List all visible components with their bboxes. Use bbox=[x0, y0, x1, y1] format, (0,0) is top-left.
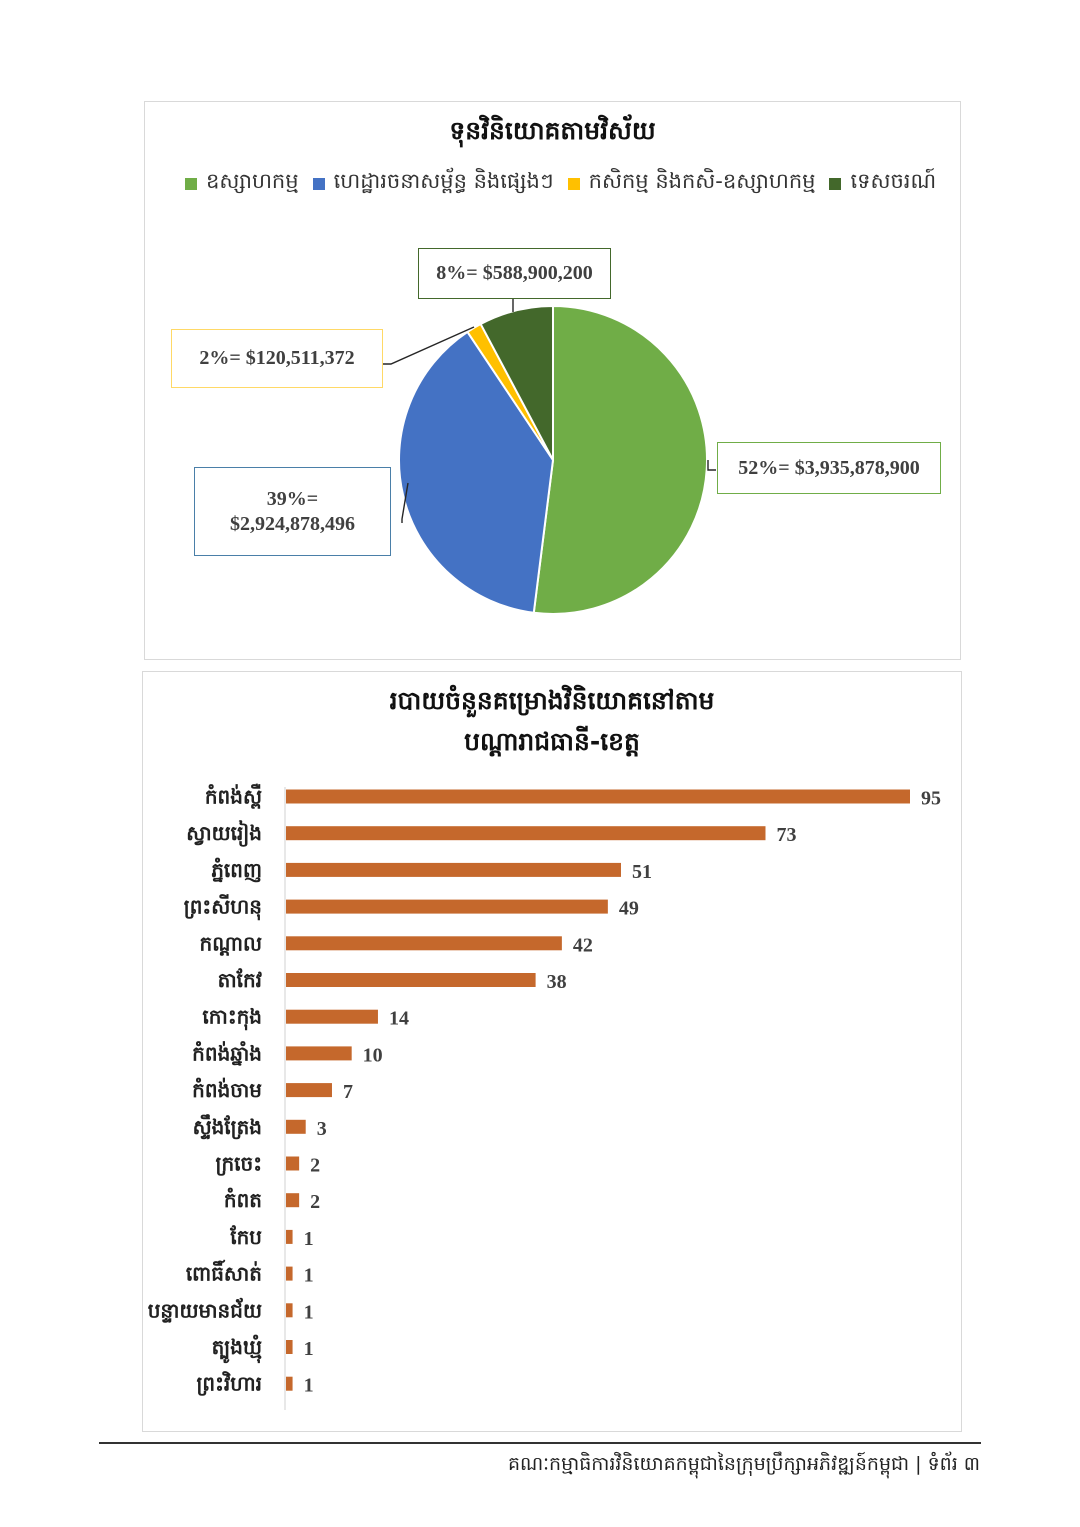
value-label: 1 bbox=[303, 1227, 314, 1250]
bar bbox=[286, 1267, 293, 1281]
callout-industry: 52%= $3,935,878,900 bbox=[717, 442, 941, 494]
bar bbox=[286, 1303, 293, 1317]
value-label: 73 bbox=[776, 824, 797, 847]
category-label: កោះកុង bbox=[202, 1004, 262, 1029]
value-label: 7 bbox=[342, 1081, 353, 1104]
bar bbox=[286, 1340, 293, 1354]
bar bbox=[286, 936, 562, 950]
bar-chart-title-line1: របាយចំនួនគម្រោងវិនិយោគនៅតាម bbox=[389, 686, 715, 715]
category-label: ស្វាយរៀង bbox=[186, 821, 262, 846]
bar bbox=[286, 1377, 293, 1391]
value-label: 42 bbox=[572, 934, 593, 957]
bar bbox=[286, 1010, 378, 1024]
value-label: 3 bbox=[316, 1117, 327, 1140]
footer-text: គណៈកម្មាធិការវិនិយោគកម្ពុជានៃក្រុមប្រឹក្សាអភិវឌ្ឍន៍កម្ពុជា | ទំព័រ ៣ bbox=[507, 1453, 980, 1475]
bar bbox=[286, 863, 621, 877]
footer-rule bbox=[99, 1442, 981, 1444]
category-label: បន្ទាយមានជ័យ bbox=[147, 1298, 262, 1323]
value-label: 2 bbox=[310, 1191, 321, 1214]
category-label: កែប bbox=[230, 1224, 262, 1249]
callout-infrastructure-line1: 39%= bbox=[266, 487, 319, 510]
bar-chart-svg bbox=[143, 672, 963, 1433]
pie-chart-panel bbox=[144, 101, 961, 660]
bar bbox=[286, 1046, 352, 1060]
value-label: 1 bbox=[303, 1338, 314, 1360]
callout-infrastructure bbox=[194, 467, 391, 556]
category-label: កំពង់ឆ្នាំង bbox=[192, 1041, 262, 1066]
category-label: ព្រះវិហារ bbox=[196, 1371, 262, 1396]
callout-tourism: 8%= $588,900,200 bbox=[418, 248, 611, 299]
value-label: 1 bbox=[303, 1374, 314, 1397]
pie-chart-title: ទុនវិនិយោគតាមវិស័យ bbox=[449, 116, 656, 145]
category-label: កំពង់ចាម bbox=[192, 1078, 262, 1103]
value-label: 2 bbox=[310, 1154, 321, 1177]
category-label: ពោធិ៍សាត់ bbox=[185, 1261, 262, 1286]
category-label: ព្រះសីហនុ bbox=[183, 894, 262, 919]
bar bbox=[286, 1193, 299, 1207]
bar bbox=[286, 790, 910, 804]
leader-line-industry bbox=[708, 460, 716, 470]
bar bbox=[286, 826, 765, 840]
legend-label-tourism: ទេសចរណ៍ bbox=[850, 169, 937, 193]
value-label: 51 bbox=[631, 860, 652, 883]
category-label: ត្បូងឃ្មុំ bbox=[211, 1335, 262, 1359]
value-label: 95 bbox=[921, 787, 941, 810]
legend-label-infrastructure: ហេដ្ឋារចនាសម្ព័ន្ធ និងផ្សេងៗ bbox=[333, 169, 554, 193]
bar-chart-title-line2: បណ្តារាជធានី-ខេត្ត bbox=[464, 727, 640, 756]
legend-label-industry: ឧស្សាហកម្ម bbox=[206, 169, 299, 193]
category-label: ក្រចេះ bbox=[215, 1151, 262, 1176]
category-label: កំពត bbox=[223, 1188, 262, 1213]
category-label: តាកែវ bbox=[217, 968, 262, 992]
value-label: 10 bbox=[362, 1044, 383, 1067]
value-label: 14 bbox=[388, 1007, 409, 1030]
category-label: កំពង់ស្ពឺ bbox=[204, 784, 262, 809]
bar bbox=[286, 1230, 293, 1244]
bar bbox=[286, 973, 536, 987]
legend-label-agriculture: កសិកម្ម និងកសិ-ឧស្សាហកម្ម bbox=[588, 169, 816, 193]
bar bbox=[286, 1120, 306, 1134]
pie-slice-industry bbox=[534, 306, 707, 614]
bar bbox=[286, 1083, 332, 1097]
value-label: 1 bbox=[303, 1264, 314, 1287]
value-label: 1 bbox=[303, 1301, 314, 1324]
category-label: កណ្តាល bbox=[199, 931, 262, 956]
category-label: ស្ទឹងត្រែង bbox=[192, 1114, 262, 1139]
value-label: 38 bbox=[546, 971, 567, 993]
bar bbox=[286, 900, 608, 914]
callout-infrastructure-line2: $2,924,878,496 bbox=[230, 512, 355, 535]
bar-chart-panel bbox=[142, 671, 962, 1432]
value-label: 49 bbox=[618, 897, 639, 920]
bar bbox=[286, 1157, 299, 1171]
callout-agriculture: 2%= $120,511,372 bbox=[171, 329, 383, 388]
category-label: ភ្នំពេញ bbox=[211, 857, 262, 882]
